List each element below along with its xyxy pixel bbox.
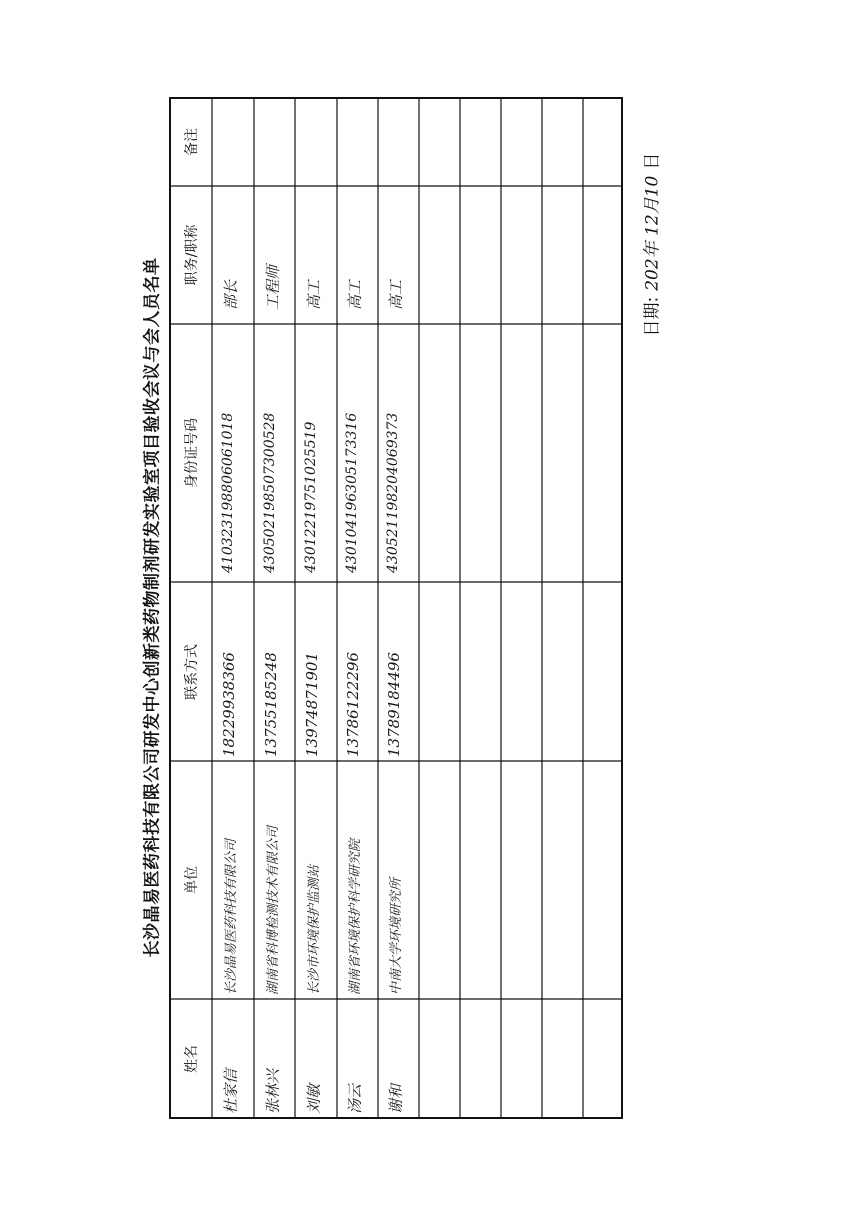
cell-name: 杜家信 <box>222 1068 240 1114</box>
page-title: 长沙晶易医药科技有限公司研发中心创新类药物制剂研发实验室项目验收会议与会人员名单 <box>142 257 163 958</box>
date-suffix: 日 <box>642 152 663 170</box>
cell-title: 高工 <box>387 279 405 310</box>
header-note: 备注 <box>184 128 200 156</box>
header-title: 职务/职称 <box>184 224 200 286</box>
cell-phone: 13974871901 <box>303 652 321 757</box>
cell-title: 高工 <box>305 279 323 310</box>
header-unit: 单位 <box>184 866 200 894</box>
header-id: 身份证号码 <box>184 418 200 488</box>
date-line <box>638 97 663 337</box>
header-phone: 联系方式 <box>184 644 200 700</box>
cell-id: 410323198806061018 <box>220 412 236 573</box>
cell-name: 张林兴 <box>264 1068 282 1114</box>
cell-phone: 13789184496 <box>385 652 403 757</box>
cell-phone: 13755185248 <box>262 652 280 757</box>
cell-id: 430502198507300528 <box>262 412 278 573</box>
cell-unit: 湖南省科博检测技术有限公司 <box>266 825 281 995</box>
cell-unit: 湖南省环境保护科学研究院 <box>348 838 363 995</box>
cell-phone: 13786122296 <box>344 652 362 757</box>
cell-title: 高工 <box>346 279 364 310</box>
date-label: 日期: <box>642 296 663 337</box>
cell-unit: 长沙晶易医药科技有限公司 <box>224 838 239 995</box>
cell-id: 430521198204069373 <box>385 412 401 573</box>
cell-unit: 中南大学环境研究所 <box>389 877 404 995</box>
attendee-table <box>169 97 623 1119</box>
cell-title: 工程师 <box>264 264 282 310</box>
cell-phone: 18229938366 <box>220 652 238 757</box>
cell-id: 430104196305173316 <box>344 412 360 573</box>
cell-name: 刘敏 <box>305 1083 323 1114</box>
header-name: 姓名 <box>184 1045 200 1073</box>
cell-name: 谢和 <box>387 1083 405 1114</box>
cell-title: 部长 <box>222 279 240 310</box>
cell-unit: 长沙市环境保护监测站 <box>307 864 322 995</box>
date-handwritten: 202年 12月10 <box>642 175 663 291</box>
cell-name: 汤云 <box>346 1083 364 1114</box>
cell-id: 43012219751025519 <box>303 421 319 573</box>
